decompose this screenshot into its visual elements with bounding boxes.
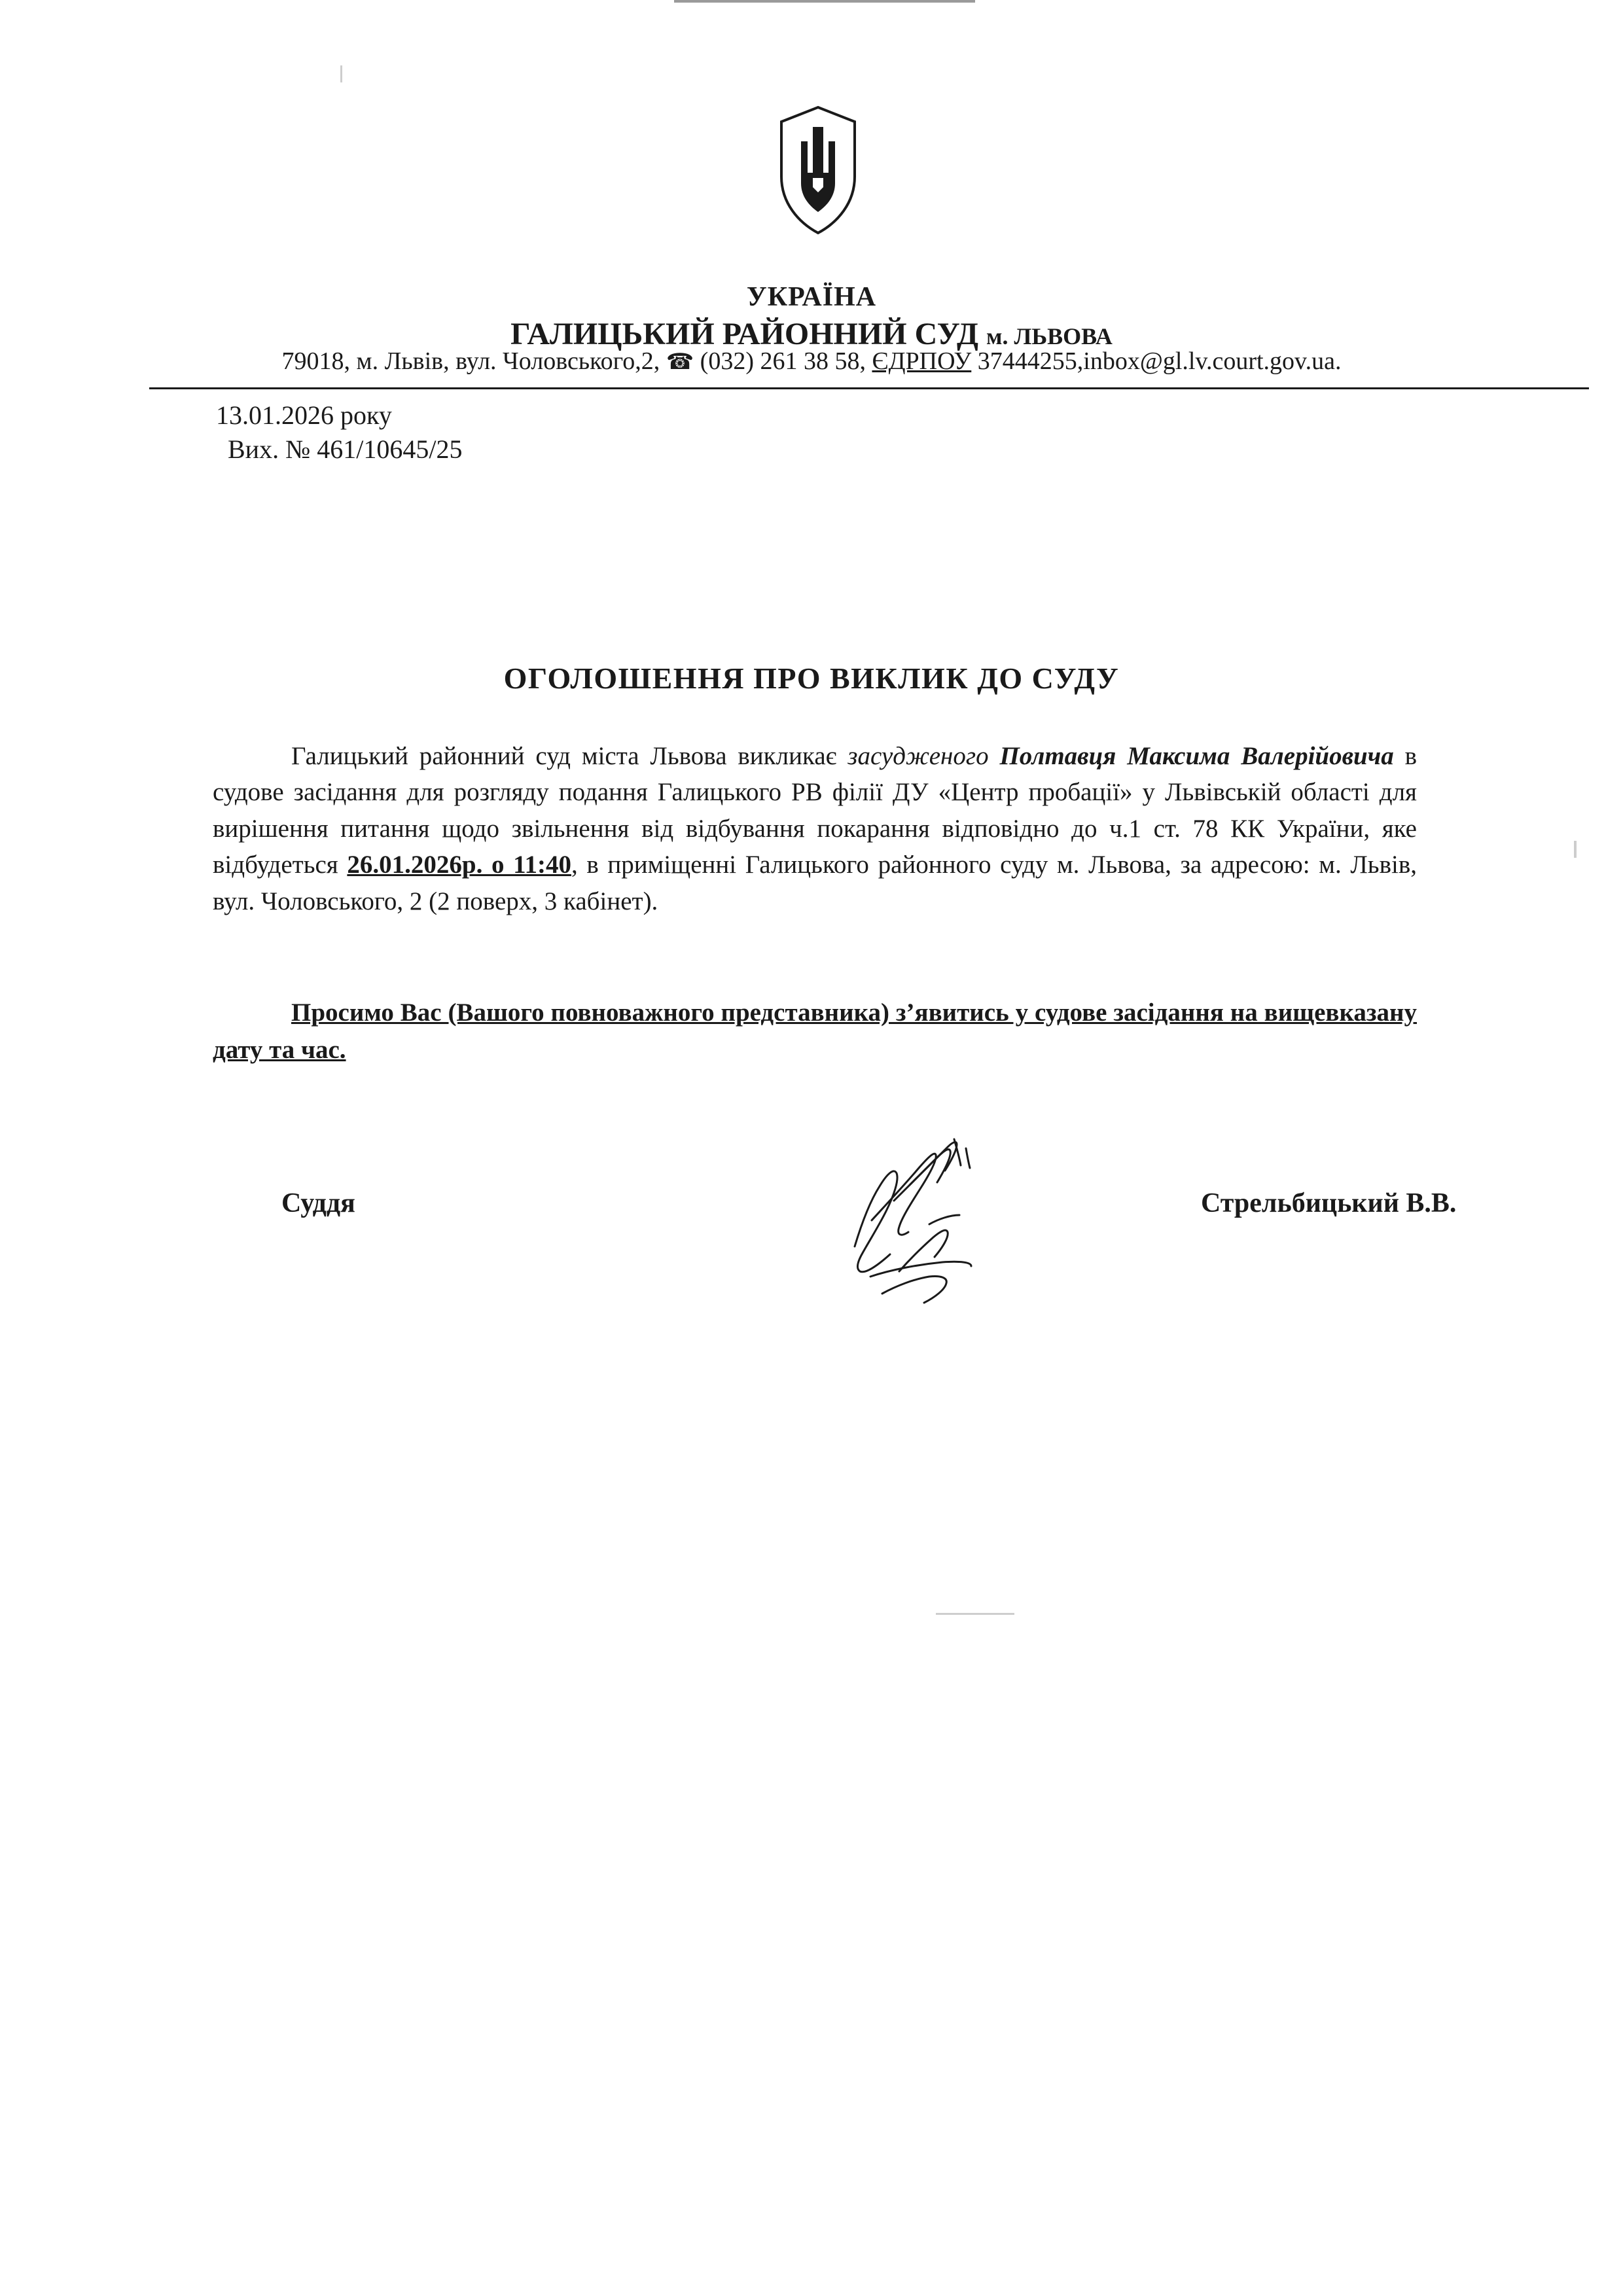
signer-role-label: Суддя <box>281 1188 355 1218</box>
country-title: УКРАЇНА <box>746 282 877 312</box>
court-title-city: м. ЛЬВОВА <box>986 323 1113 350</box>
signature-icon <box>831 1122 1014 1325</box>
court-email: inbox@gl.lv.court.gov.ua. <box>1083 347 1342 375</box>
document-body <box>213 738 1417 919</box>
appearance-request <box>213 995 1417 1069</box>
court-phone: (032) 261 38 58, <box>694 347 872 375</box>
page-title: ОГОЛОШЕННЯ ПРО ВИКЛИК ДО СУДУ <box>503 662 1120 695</box>
body-part-1: Галицький районний суд міста Львова викликає <box>291 742 848 770</box>
court-address: 79018, м. Львів, вул. Чоловського,2, <box>281 347 666 375</box>
hearing-datetime: 26.01.2026р. о 11:40 <box>347 851 571 879</box>
scan-artifact-top <box>674 0 975 3</box>
scan-artifact-bottom <box>936 1613 1014 1615</box>
outgoing-date: 13.01.2026 року <box>216 400 392 430</box>
phone-icon: ☎ <box>666 350 694 374</box>
signer-name: Стрельбицький В.В. <box>1201 1188 1457 1218</box>
scan-artifact-right <box>1574 841 1577 858</box>
outgoing-number: Вих. № 461/10645/25 <box>228 434 463 464</box>
body-part-3: , в приміщенні Галицького районного суду м. Львова, за адресою: м. Львів, вул. Чоловського, 2 (2 поверх, 3 кабінет). <box>213 851 1418 915</box>
summoned-person-name: Полтавця Максима Валерійовича <box>999 742 1394 770</box>
court-address-line <box>0 347 1623 377</box>
letterhead-header <box>0 281 1623 353</box>
court-title-main: ГАЛИЦЬКИЙ РАЙОННИЙ СУД <box>510 317 978 352</box>
coat-of-arms-icon <box>772 105 864 236</box>
body-part-2: в судове засідання для розгляду подання Галицького РВ філії ДУ «Центр пробації» у Львівській області для вирішення питання щодо звільнення від відбування покарання відповідно до ч.1 ст. 78 КК України, яке відбудеться <box>213 742 1417 879</box>
scan-artifact-left <box>340 65 342 82</box>
appearance-request-text: Просимо Вас (Вашого повноважного представника) з’явитись у судове засідання на вищевказану дату та час. <box>213 998 1417 1064</box>
header-divider <box>149 387 1589 389</box>
edrpou-label: ЄДРПОУ <box>872 347 972 375</box>
edrpou-value: 37444255, <box>971 347 1084 375</box>
summoned-role: засудженого <box>847 742 1000 770</box>
